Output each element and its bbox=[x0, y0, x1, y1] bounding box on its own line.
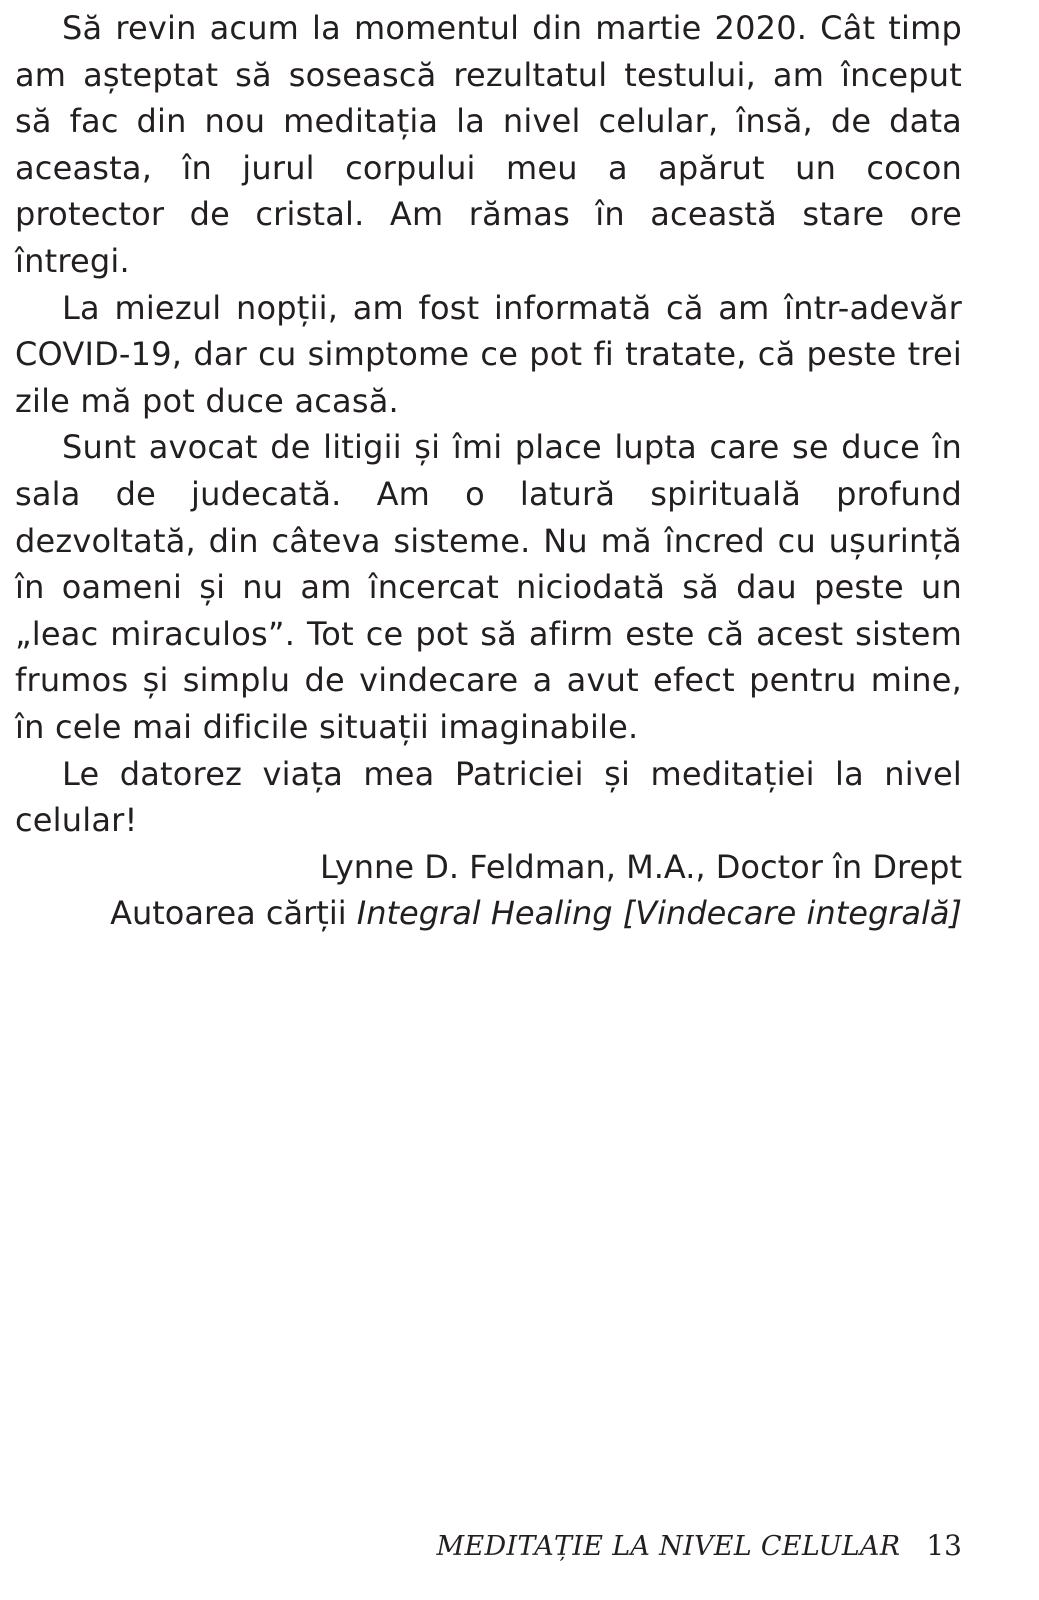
author-role-prefix: Autoarea cărții bbox=[110, 894, 357, 932]
body-text bbox=[15, 5, 962, 844]
running-title: MEDITAȚIE LA NIVEL CELULAR bbox=[436, 1531, 901, 1562]
author-name: Lynne D. Feldman, M.A., Doctor în Drept bbox=[319, 848, 962, 886]
book-title: Integral Healing [Vindecare integrală] bbox=[356, 894, 962, 932]
paragraph-4: Le datorez viața mea Patriciei și meditației la nivel celular! bbox=[15, 754, 962, 840]
author-role bbox=[110, 890, 962, 936]
page-number: 13 bbox=[926, 1529, 962, 1562]
paragraph-3: Sunt avocat de litigii și îmi place lupta care se duce în sala de judecată. Am o latură spirituală profund dezvoltată, din câteva sisteme. Nu mă încred cu ușurință în oameni și nu am încercat niciodată să dau peste un „leac miraculos”. Tot ce pot să afirm este că acest sistem frumos și simplu de vindecare a avut efect pentru mine, în cele mai dificile situații imaginabile. bbox=[15, 428, 962, 746]
paragraph-1: Să revin acum la momentul din martie 2020. Cât timp am așteptat să sosească rezultatul testului, am început să fac din nou meditația la nivel celular, însă, de data aceasta, în jurul corpului meu a apărut un cocon protector de cristal. Am rămas în această stare ore întregi. bbox=[15, 9, 962, 280]
paragraph-2: La miezul nopții, am fost informată că am într-adevăr COVID-19, dar cu simptome ce pot fi tratate, că peste trei zile mă pot duce acasă. bbox=[15, 288, 962, 420]
page-footer bbox=[437, 1529, 962, 1562]
signature-block bbox=[110, 844, 962, 936]
